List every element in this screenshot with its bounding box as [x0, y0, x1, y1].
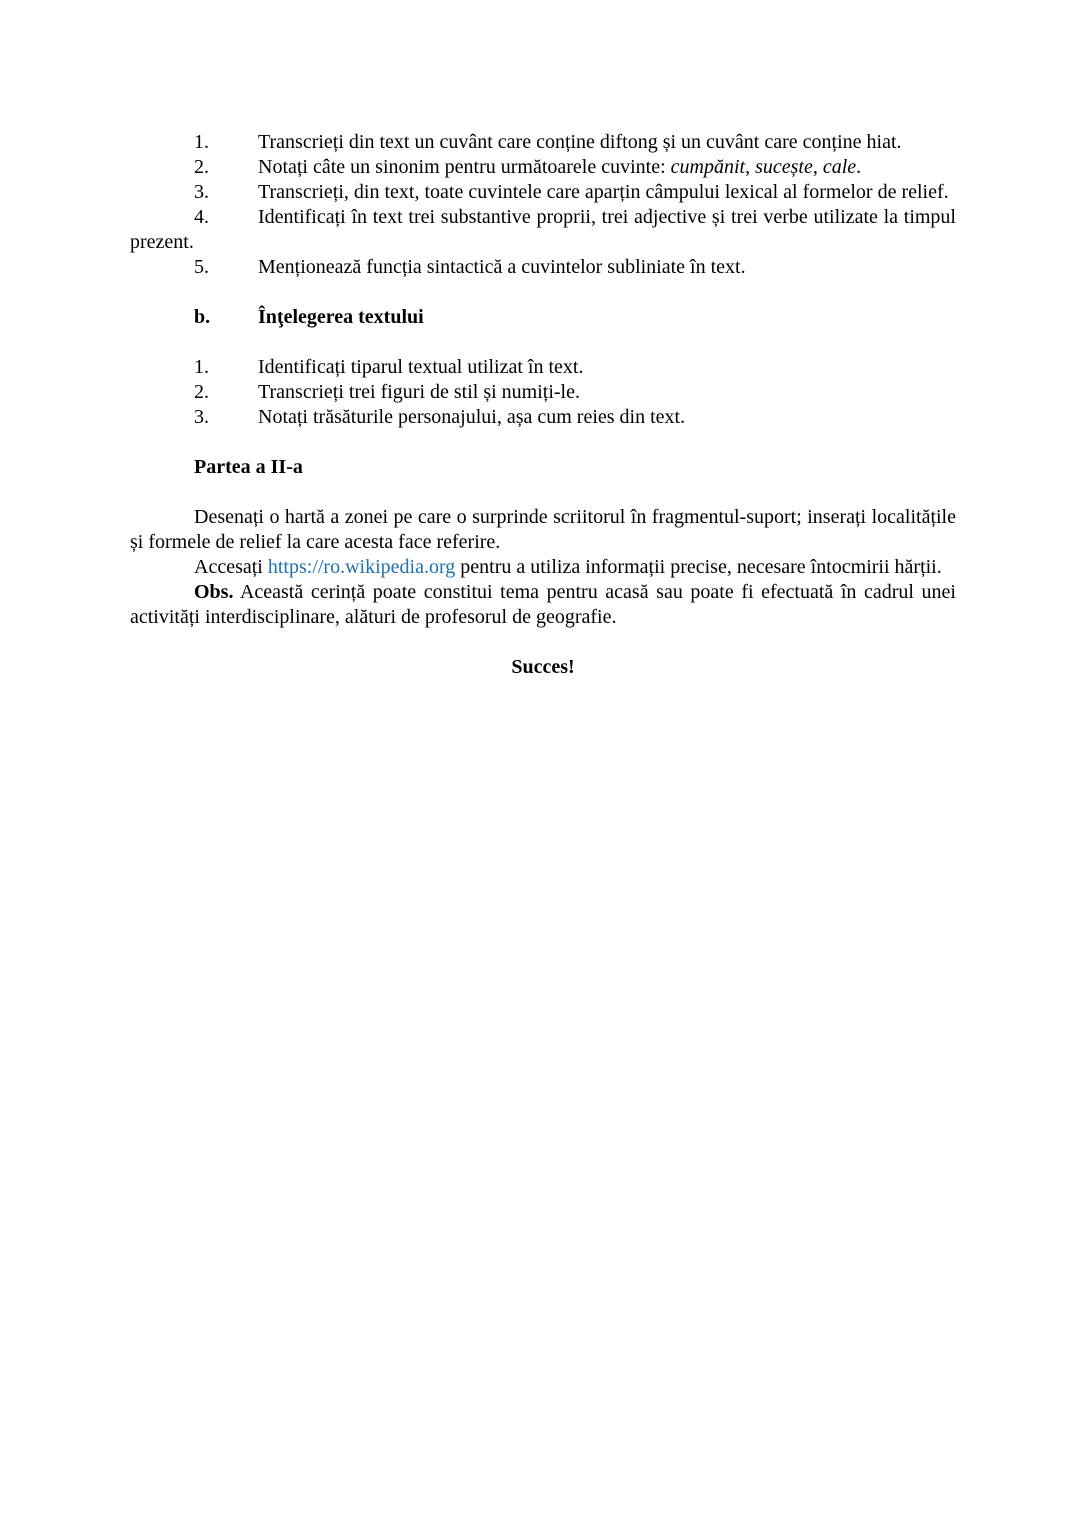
- spacer: [130, 330, 956, 355]
- paragraph: [130, 580, 956, 630]
- wikipedia-link[interactable]: https://ro.wikipedia.org: [267, 556, 456, 578]
- italic-word: cale: [822, 156, 857, 178]
- paragraph-text: pentru a utiliza informații precise, necesare întocmirii hărții.: [455, 556, 942, 578]
- list-item: [130, 355, 956, 380]
- closing-text: Succes!: [511, 656, 575, 678]
- list-item: [130, 155, 956, 180]
- item-number: 2.: [194, 381, 209, 403]
- italic-word: sucește: [755, 156, 813, 178]
- spacer: [130, 630, 956, 655]
- separator: ,: [812, 156, 823, 178]
- item-number: 3.: [194, 406, 209, 428]
- item-number: 1.: [194, 356, 209, 378]
- list-item: [130, 405, 956, 430]
- section-heading: [130, 305, 956, 330]
- paragraph-text: Accesați: [194, 556, 268, 578]
- item-number: 3.: [194, 181, 209, 203]
- spacer: [130, 430, 956, 455]
- list-item: [130, 180, 956, 205]
- obs-label: Obs.: [194, 581, 234, 603]
- item-text: Notați câte un sinonim pentru următoarele cuvinte:: [258, 156, 671, 178]
- spacer: [130, 280, 956, 305]
- item-text: Transcrieți trei figuri de stil și numiți-le.: [258, 381, 580, 403]
- item-number: 5.: [194, 256, 209, 278]
- part-title: Partea a II-a: [194, 456, 303, 478]
- item-text: Transcrieți din text un cuvânt care conține diftong și un cuvânt care conține hiat.: [258, 131, 902, 153]
- italic-word: cumpănit: [670, 156, 746, 178]
- list-item: [130, 130, 956, 155]
- item-text: Notați trăsăturile personajului, așa cum reies din text.: [258, 406, 686, 428]
- item-number: 4.: [194, 206, 209, 228]
- separator: ,: [745, 156, 756, 178]
- item-number: 2.: [194, 156, 209, 178]
- item-text: Transcrieți, din text, toate cuvintele care aparțin câmpului lexical al formelor de relief.: [258, 181, 949, 203]
- item-number: 1.: [194, 131, 209, 153]
- spacer: [130, 480, 956, 505]
- list-item: [130, 205, 956, 255]
- section-title: Înţelegerea textului: [258, 306, 424, 328]
- document-page: [130, 130, 956, 680]
- list-item: [130, 255, 956, 280]
- separator: .: [856, 156, 862, 178]
- paragraph-text: Această cerință poate constitui tema pentru acasă sau poate fi efectuată în cadrul unei activități interdisciplinare, alături de profesorul de geografie.: [130, 581, 956, 628]
- paragraph: [130, 555, 956, 580]
- section-label: b.: [194, 306, 211, 328]
- item-text: Identificați în text trei substantive proprii, trei adjective și trei verbe utilizate la timpul prezent.: [130, 206, 956, 253]
- paragraph-text: Desenați o hartă a zonei pe care o surprinde scriitorul în fragmentul-suport; inserați localitățile și formele de relief la care acesta face referire.: [130, 506, 956, 553]
- item-text: Menționează funcția sintactică a cuvintelor subliniate în text.: [258, 256, 746, 278]
- list-item: [130, 380, 956, 405]
- item-text: Identificați tiparul textual utilizat în text.: [258, 356, 584, 378]
- paragraph: [130, 505, 956, 555]
